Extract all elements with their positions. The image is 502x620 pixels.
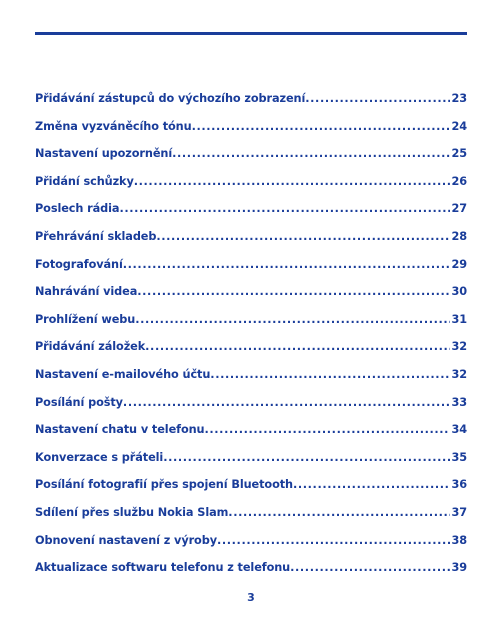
toc-entry[interactable]	[35, 423, 467, 451]
toc-entry[interactable]	[35, 368, 467, 396]
toc-entry[interactable]	[35, 313, 467, 341]
toc-dot-leader	[305, 92, 450, 105]
toc-entry-page: 27	[451, 202, 467, 216]
toc-dot-leader	[134, 175, 451, 188]
toc-dot-leader	[137, 285, 450, 298]
toc-entry[interactable]	[35, 120, 467, 148]
toc-entry-title: Přidávání zástupců do výchozího zobrazení	[35, 92, 306, 105]
toc-entry-title: Nastavení e-mailového účtu	[35, 367, 211, 381]
header-rule	[35, 32, 467, 35]
toc-entry[interactable]	[35, 340, 467, 368]
toc-entry-page: 39	[451, 561, 467, 575]
toc-entry-page: 26	[451, 174, 467, 188]
toc-entry-page: 33	[451, 395, 467, 409]
toc-dot-leader	[156, 230, 450, 243]
toc-entry-title: Fotografování	[35, 257, 123, 271]
toc-entry[interactable]	[35, 147, 467, 175]
toc-dot-leader	[192, 120, 451, 133]
toc-entry[interactable]	[35, 230, 467, 258]
toc-entry[interactable]	[35, 534, 467, 562]
toc-entry-title: Sdílení přes službu Nokia Slam	[35, 505, 229, 519]
toc-entry[interactable]	[35, 561, 467, 589]
toc-dot-leader	[228, 506, 450, 519]
toc-dot-leader	[145, 340, 450, 353]
toc-entry-page: 29	[451, 257, 467, 271]
toc-entry-page: 28	[451, 229, 467, 243]
toc-entry-page: 32	[451, 367, 467, 381]
toc-entry[interactable]	[35, 478, 467, 506]
toc-dot-leader	[119, 202, 450, 215]
toc-entry-title: Obnovení nastavení z výroby	[35, 533, 217, 547]
toc-dot-leader	[210, 368, 450, 381]
toc-entry-page: 25	[451, 147, 467, 161]
toc-entry-page: 32	[451, 340, 467, 354]
toc-dot-leader	[290, 561, 450, 574]
toc-dot-leader	[123, 396, 451, 409]
toc-entry-title: Konverzace s přáteli	[35, 450, 164, 464]
toc-entry-title: Posílání pošty	[35, 395, 123, 409]
toc-dot-leader	[172, 147, 450, 160]
toc-entry-page: 35	[451, 450, 467, 464]
toc-entry-title: Nastavení chatu v telefonu	[35, 423, 205, 437]
toc-entry[interactable]	[35, 175, 467, 203]
table-of-contents	[35, 92, 467, 589]
toc-entry-page: 34	[451, 423, 467, 437]
toc-entry-title: Posílání fotografií přes spojení Bluetooth	[35, 478, 293, 492]
toc-entry[interactable]	[35, 285, 467, 313]
toc-entry-page: 38	[451, 533, 467, 547]
toc-entry-page: 23	[451, 92, 467, 105]
toc-entry-title: Přehrávání skladeb	[35, 229, 157, 243]
toc-entry-title: Nahrávání videa	[35, 285, 138, 299]
toc-dot-leader	[205, 423, 451, 436]
toc-dot-leader	[135, 313, 450, 326]
toc-entry-page: 31	[451, 312, 467, 326]
toc-entry[interactable]	[35, 92, 467, 120]
toc-entry-page: 30	[451, 285, 467, 299]
toc-dot-leader	[163, 451, 450, 464]
toc-entry[interactable]	[35, 451, 467, 479]
toc-dot-leader	[123, 258, 451, 271]
toc-entry-title: Přidávání záložek	[35, 340, 146, 354]
toc-entry[interactable]	[35, 506, 467, 534]
toc-entry[interactable]	[35, 396, 467, 424]
toc-entry-title: Prohlížení webu	[35, 312, 136, 326]
toc-entry-title: Přidání schůzky	[35, 174, 134, 188]
toc-entry-page: 36	[451, 478, 467, 492]
toc-entry[interactable]	[35, 258, 467, 286]
toc-entry-title: Poslech rádia	[35, 202, 120, 216]
toc-entry-page: 24	[451, 119, 467, 133]
page-number: 3	[247, 591, 255, 604]
toc-dot-leader	[293, 478, 450, 491]
toc-entry-title: Změna vyzváněcího tónu	[35, 119, 192, 133]
toc-entry-title: Aktualizace softwaru telefonu z telefonu	[35, 561, 291, 575]
toc-entry[interactable]	[35, 202, 467, 230]
toc-entry-page: 37	[451, 505, 467, 519]
toc-entry-title: Nastavení upozornění	[35, 147, 173, 161]
toc-dot-leader	[217, 534, 450, 547]
